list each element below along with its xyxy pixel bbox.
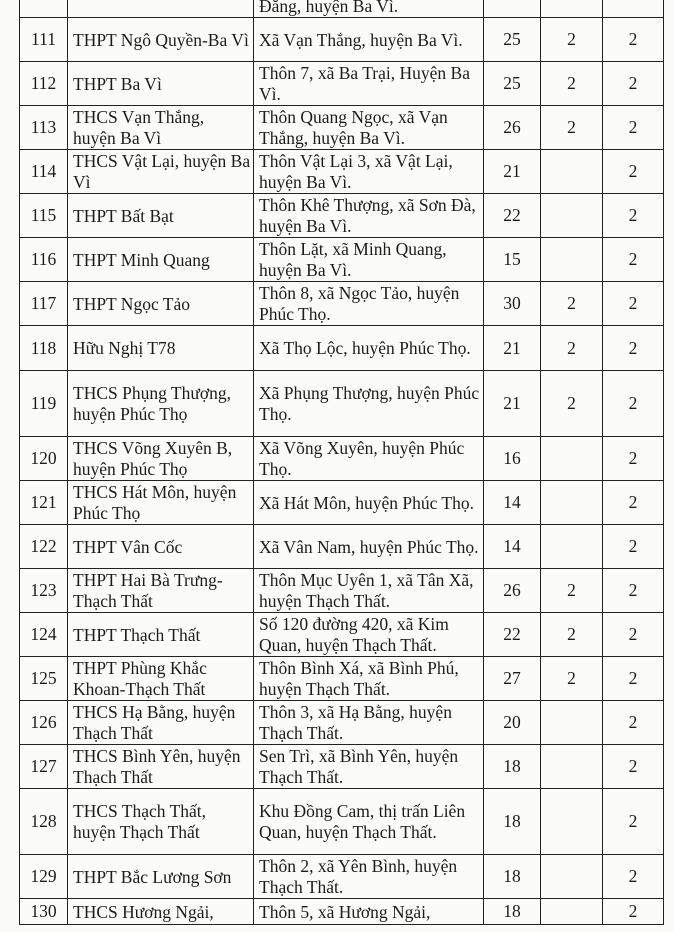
value-cell: 2 <box>603 481 664 525</box>
value-cell: 2 <box>603 701 664 745</box>
table-row <box>20 371 664 437</box>
address-cell: Xã Vạn Thắng, huyện Ba Vì. <box>254 18 484 62</box>
row-number-cell: 117 <box>20 282 68 326</box>
value-cell: 2 <box>603 238 664 282</box>
value-cell: 21 <box>484 326 541 371</box>
value-cell: 2 <box>603 150 664 194</box>
school-name-cell: THPT Bất Bạt <box>68 194 254 238</box>
value-cell: 2 <box>603 657 664 701</box>
value-cell: 18 <box>484 745 541 789</box>
value-cell: 2 <box>603 855 664 899</box>
address-cell: Số 120 đường 420, xã Kim Quan, huyện Thạch Thất. <box>254 613 484 657</box>
value-cell: 26 <box>484 106 541 150</box>
value-cell: 16 <box>484 437 541 481</box>
value-cell: 2 <box>603 789 664 855</box>
row-number-cell: 115 <box>20 194 68 238</box>
table-row <box>20 18 664 62</box>
value-cell: 21 <box>484 150 541 194</box>
school-name-cell: THCS Võng Xuyên B, huyện Phúc Thọ <box>68 437 254 481</box>
value-cell: 22 <box>484 613 541 657</box>
value-cell <box>541 437 603 481</box>
row-number-cell: 123 <box>20 569 68 613</box>
value-cell: 2 <box>541 282 603 326</box>
value-cell <box>541 745 603 789</box>
value-cell: 18 <box>484 789 541 855</box>
school-name-cell: THCS Bình Yên, huyện Thạch Thất <box>68 745 254 789</box>
table-row <box>20 569 664 613</box>
address-cell: Thôn Quang Ngọc, xã Vạn Thắng, huyện Ba Vì. <box>254 106 484 150</box>
school-name-cell: THPT Ngô Quyền-Ba Vì <box>68 18 254 62</box>
school-name-cell: THCS Hát Môn, huyện Phúc Thọ <box>68 481 254 525</box>
value-cell: 2 <box>603 194 664 238</box>
school-name-cell: THPT Vân Cốc <box>68 525 254 569</box>
address-cell: Xã Hát Môn, huyện Phúc Thọ. <box>254 481 484 525</box>
table-row <box>20 525 664 569</box>
row-number-cell: 116 <box>20 238 68 282</box>
table-row <box>20 194 664 238</box>
address-cell: Thôn Bình Xá, xã Bình Phú, huyện Thạch Thất. <box>254 657 484 701</box>
school-name-cell: THPT Phùng Khắc Khoan-Thạch Thất <box>68 657 254 701</box>
table-row <box>20 150 664 194</box>
school-name-cell: THPT Ngọc Tảo <box>68 282 254 326</box>
row-number-cell: 120 <box>20 437 68 481</box>
school-name-cell: THCS Hương Ngải, <box>68 899 254 925</box>
value-cell: 2 <box>603 569 664 613</box>
value-cell: 2 <box>603 371 664 437</box>
table-row <box>20 326 664 371</box>
table-row <box>20 613 664 657</box>
table-row <box>20 657 664 701</box>
value-cell: 27 <box>484 657 541 701</box>
school-name-cell <box>68 0 254 18</box>
row-number-cell: 113 <box>20 106 68 150</box>
table-row <box>20 789 664 855</box>
value-cell: 14 <box>484 481 541 525</box>
address-cell: Xã Võng Xuyên, huyện Phúc Thọ. <box>254 437 484 481</box>
table-row <box>20 437 664 481</box>
table-row <box>20 701 664 745</box>
row-number-cell: 124 <box>20 613 68 657</box>
address-cell: Thôn 5, xã Hương Ngải, <box>254 899 484 925</box>
address-cell: Thôn 7, xã Ba Trại, Huyện Ba Vì. <box>254 62 484 106</box>
value-cell <box>541 855 603 899</box>
address-cell: Xã Phụng Thượng, huyện Phúc Thọ. <box>254 371 484 437</box>
row-number-cell: 112 <box>20 62 68 106</box>
table-row <box>20 282 664 326</box>
table-row <box>20 899 664 925</box>
address-cell: Thôn 3, xã Hạ Bằng, huyện Thạch Thất. <box>254 701 484 745</box>
value-cell: 26 <box>484 569 541 613</box>
row-number-cell <box>20 0 68 18</box>
row-number-cell: 128 <box>20 789 68 855</box>
row-number-cell: 129 <box>20 855 68 899</box>
value-cell: 2 <box>603 745 664 789</box>
school-name-cell: THPT Ba Vì <box>68 62 254 106</box>
value-cell: 22 <box>484 194 541 238</box>
value-cell: 2 <box>541 326 603 371</box>
value-cell: 2 <box>541 18 603 62</box>
table-row <box>20 106 664 150</box>
school-name-cell: THPT Thạch Thất <box>68 613 254 657</box>
value-cell: 14 <box>484 525 541 569</box>
value-cell: 2 <box>541 62 603 106</box>
table-row <box>20 238 664 282</box>
school-list-table <box>19 0 664 925</box>
address-cell: Đăng, huyện Ba Vì. <box>254 0 484 18</box>
school-name-cell: THPT Hai Bà Trưng-Thạch Thất <box>68 569 254 613</box>
value-cell <box>541 0 603 18</box>
row-number-cell: 118 <box>20 326 68 371</box>
table-row <box>20 855 664 899</box>
row-number-cell: 126 <box>20 701 68 745</box>
value-cell: 20 <box>484 701 541 745</box>
school-name-cell: THCS Thạch Thất, huyện Thạch Thất <box>68 789 254 855</box>
address-cell: Xã Vân Nam, huyện Phúc Thọ. <box>254 525 484 569</box>
school-name-cell: THPT Bắc Lương Sơn <box>68 855 254 899</box>
value-cell: 2 <box>541 657 603 701</box>
value-cell <box>541 525 603 569</box>
row-number-cell: 111 <box>20 18 68 62</box>
row-number-cell: 130 <box>20 899 68 925</box>
value-cell <box>541 481 603 525</box>
value-cell: 18 <box>484 899 541 925</box>
value-cell: 2 <box>541 569 603 613</box>
value-cell: 2 <box>603 326 664 371</box>
row-number-cell: 125 <box>20 657 68 701</box>
value-cell: 2 <box>603 106 664 150</box>
address-cell: Thôn Vật Lại 3, xã Vật Lại, huyện Ba Vì. <box>254 150 484 194</box>
value-cell: 25 <box>484 18 541 62</box>
value-cell: 2 <box>603 282 664 326</box>
row-number-cell: 127 <box>20 745 68 789</box>
school-name-cell: THCS Phụng Thượng, huyện Phúc Thọ <box>68 371 254 437</box>
value-cell: 15 <box>484 238 541 282</box>
value-cell <box>484 0 541 18</box>
value-cell <box>541 789 603 855</box>
row-number-cell: 121 <box>20 481 68 525</box>
table-row <box>20 745 664 789</box>
address-cell: Thôn Khê Thượng, xã Sơn Đà, huyện Ba Vì. <box>254 194 484 238</box>
table-row <box>20 0 664 18</box>
value-cell: 25 <box>484 62 541 106</box>
value-cell: 2 <box>541 613 603 657</box>
row-number-cell: 122 <box>20 525 68 569</box>
address-cell: Sen Trì, xã Bình Yên, huyện Thạch Thất. <box>254 745 484 789</box>
school-name-cell: Hữu Nghị T78 <box>68 326 254 371</box>
school-name-cell: THCS Hạ Bằng, huyện Thạch Thất <box>68 701 254 745</box>
school-name-cell: THPT Minh Quang <box>68 238 254 282</box>
value-cell <box>541 150 603 194</box>
value-cell: 2 <box>603 899 664 925</box>
value-cell: 2 <box>603 437 664 481</box>
value-cell: 2 <box>603 613 664 657</box>
address-cell: Khu Đồng Cam, thị trấn Liên Quan, huyện Thạch Thất. <box>254 789 484 855</box>
address-cell: Xã Thọ Lộc, huyện Phúc Thọ. <box>254 326 484 371</box>
address-cell: Thôn Mục Uyên 1, xã Tân Xã, huyện Thạch Thất. <box>254 569 484 613</box>
school-name-cell: THCS Vật Lại, huyện Ba Vì <box>68 150 254 194</box>
value-cell: 2 <box>541 106 603 150</box>
value-cell: 18 <box>484 855 541 899</box>
table-row <box>20 481 664 525</box>
value-cell <box>603 0 664 18</box>
row-number-cell: 114 <box>20 150 68 194</box>
value-cell <box>541 194 603 238</box>
value-cell: 2 <box>541 371 603 437</box>
table-row <box>20 62 664 106</box>
row-number-cell: 119 <box>20 371 68 437</box>
value-cell: 2 <box>603 62 664 106</box>
value-cell: 21 <box>484 371 541 437</box>
value-cell <box>541 701 603 745</box>
value-cell: 30 <box>484 282 541 326</box>
value-cell: 2 <box>603 18 664 62</box>
value-cell: 2 <box>603 525 664 569</box>
address-cell: Thôn 8, xã Ngọc Tảo, huyện Phúc Thọ. <box>254 282 484 326</box>
value-cell <box>541 238 603 282</box>
address-cell: Thôn 2, xã Yên Bình, huyện Thạch Thất. <box>254 855 484 899</box>
school-name-cell: THCS Vạn Thắng, huyện Ba Vì <box>68 106 254 150</box>
value-cell <box>541 899 603 925</box>
address-cell: Thôn Lặt, xã Minh Quang, huyện Ba Vì. <box>254 238 484 282</box>
